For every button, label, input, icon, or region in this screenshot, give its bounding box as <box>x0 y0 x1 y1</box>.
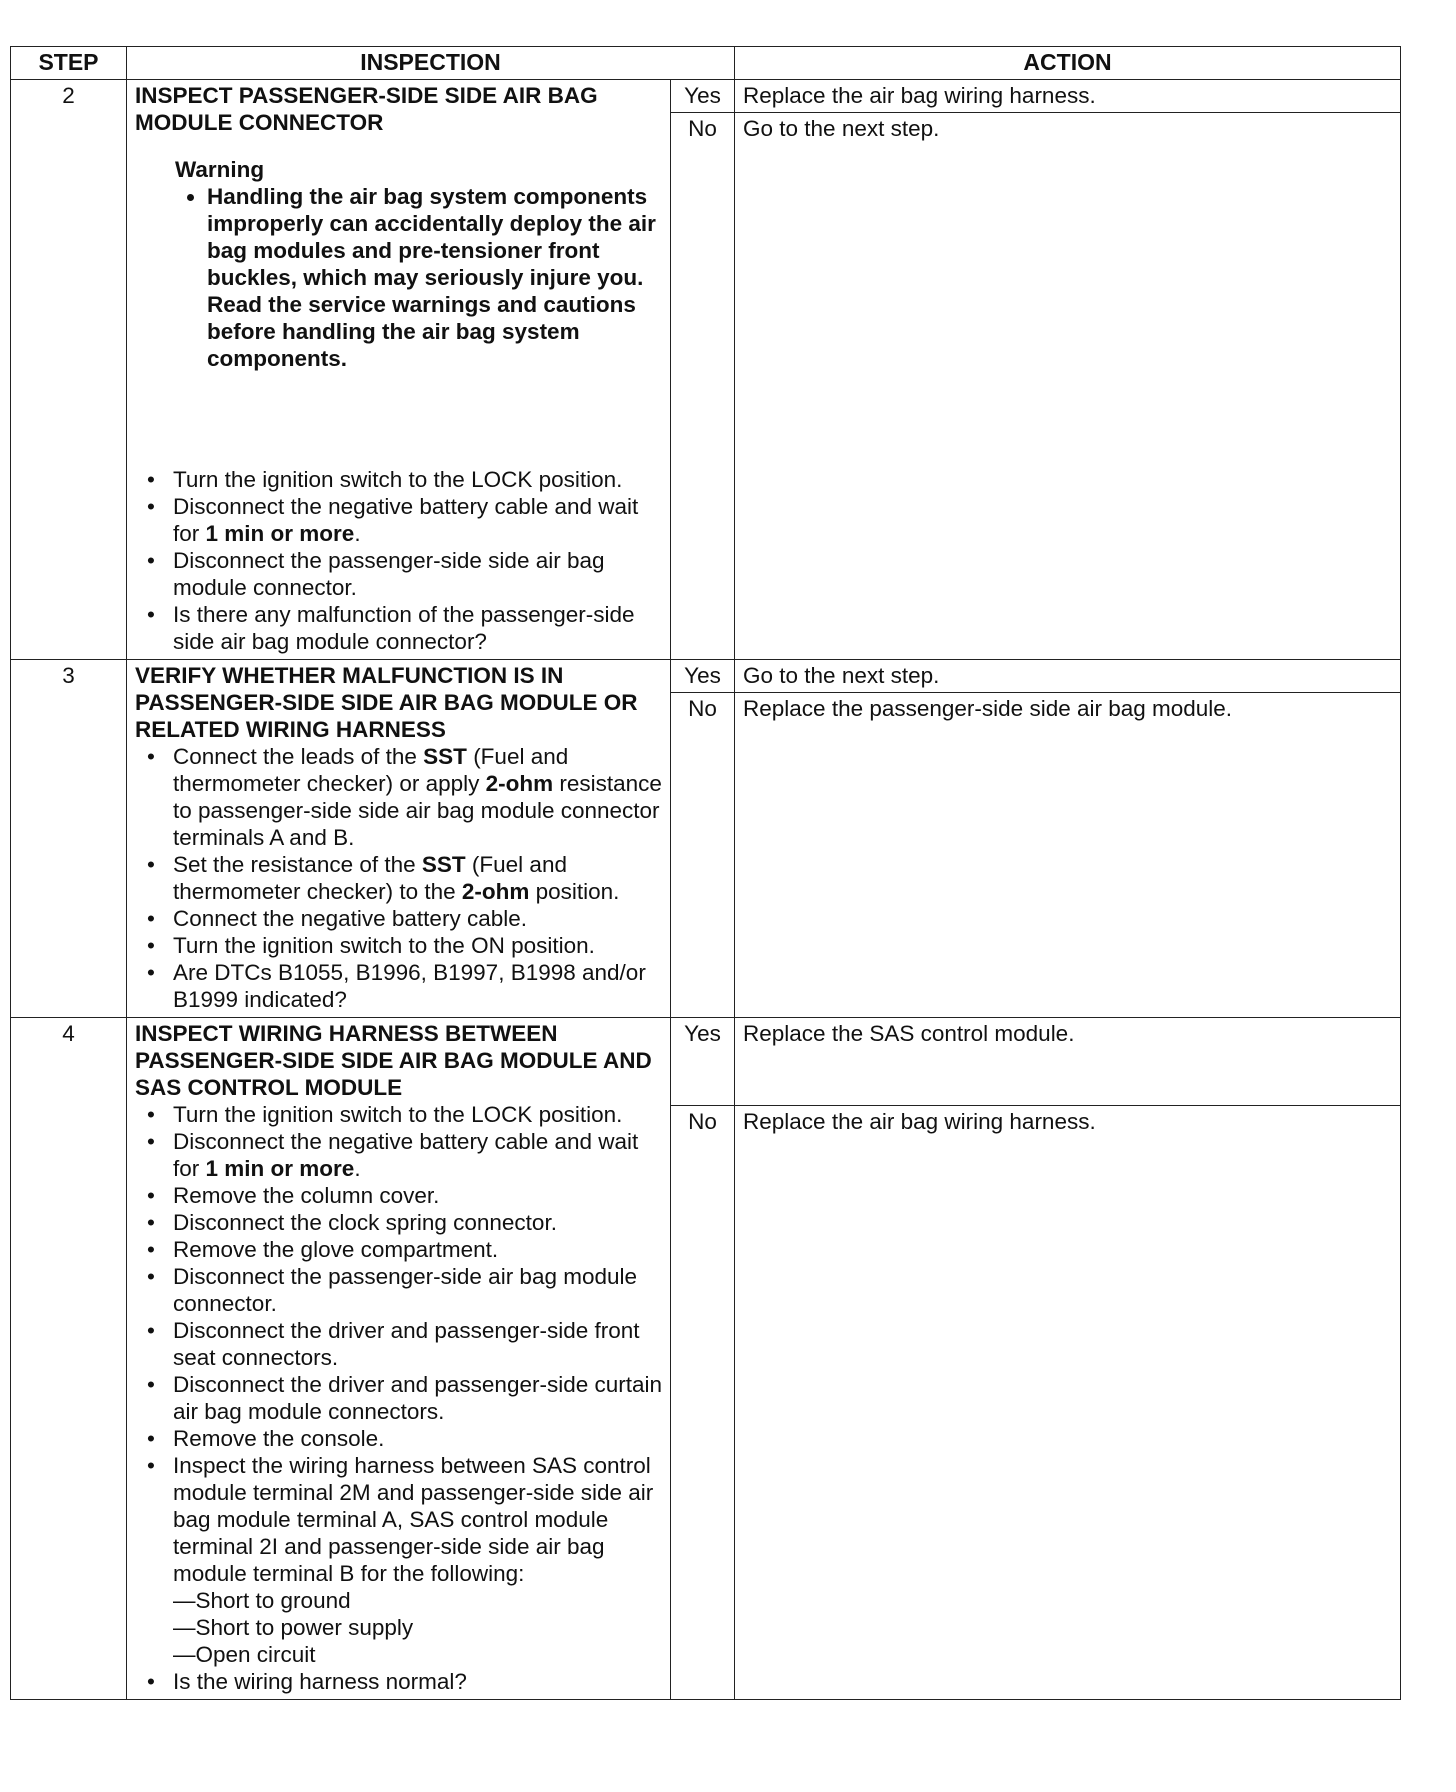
no-action: Go to the next step. <box>735 113 1401 660</box>
header-step: STEP <box>11 47 127 80</box>
sub-list-item: — Short to ground <box>173 1587 662 1614</box>
no-label: No <box>671 693 735 1018</box>
table-row <box>11 1018 1401 1106</box>
list-item: • Disconnect the negative battery cable and wait for 1 min or more. <box>173 1128 662 1182</box>
list-item: • Disconnect the negative battery cable and wait for 1 min or more. <box>173 493 662 547</box>
table-row <box>11 660 1401 693</box>
list-item: • Inspect the wiring harness between SAS control module terminal 2M and passenger-side side air bag module terminal A, SAS control module terminal 2I and passenger-side side air bag module terminal B for the following: — Short to ground — Short to power supply — Open circuit <box>173 1452 662 1668</box>
inspection-list <box>135 466 662 655</box>
warning-label: Warning <box>175 157 265 182</box>
table-row <box>11 80 1401 113</box>
inspection-table <box>10 46 1401 1700</box>
yes-action: Replace the air bag wiring harness. <box>735 80 1401 113</box>
list-item: • Disconnect the clock spring connector. <box>173 1209 662 1236</box>
list-item: • Remove the column cover. <box>173 1182 662 1209</box>
sub-list <box>173 1587 662 1668</box>
list-item: • Set the resistance of the SST (Fuel and thermometer checker) to the 2-ohm position. <box>173 851 662 905</box>
warning-block <box>175 156 662 372</box>
list-item: • Turn the ignition switch to the ON position. <box>173 932 662 959</box>
step-number: 3 <box>11 660 127 1018</box>
no-action: Replace the air bag wiring harness. <box>735 1106 1401 1700</box>
step-title: INSPECT WIRING HARNESS BETWEEN PASSENGER-SIDE SIDE AIR BAG MODULE AND SAS CONTROL MODULE <box>135 1021 652 1100</box>
inspection-list <box>135 1101 662 1695</box>
list-item: • Connect the negative battery cable. <box>173 905 662 932</box>
inspection-cell <box>127 1018 671 1700</box>
yes-action: Go to the next step. <box>735 660 1401 693</box>
list-item: • Is the wiring harness normal? <box>173 1668 662 1695</box>
list-item: • Remove the console. <box>173 1425 662 1452</box>
header-action: ACTION <box>735 47 1401 80</box>
list-item: • Turn the ignition switch to the LOCK position. <box>173 1101 662 1128</box>
list-item: • Remove the glove compartment. <box>173 1236 662 1263</box>
step-number: 2 <box>11 80 127 660</box>
no-label: No <box>671 113 735 660</box>
sub-list-item: — Open circuit <box>173 1641 662 1668</box>
yes-action: Replace the SAS control module. <box>735 1018 1401 1106</box>
step-title: INSPECT PASSENGER-SIDE SIDE AIR BAG MODULE CONNECTOR <box>135 83 598 135</box>
inspection-cell <box>127 80 671 660</box>
list-item: • Disconnect the driver and passenger-side curtain air bag module connectors. <box>173 1371 662 1425</box>
no-label: No <box>671 1106 735 1700</box>
yes-label: Yes <box>671 1018 735 1106</box>
list-item: • Are DTCs B1055, B1996, B1997, B1998 and/or B1999 indicated? <box>173 959 662 1013</box>
sub-list-item: — Short to power supply <box>173 1614 662 1641</box>
list-item: • Disconnect the driver and passenger-side front seat connectors. <box>173 1317 662 1371</box>
no-action: Replace the passenger-side side air bag module. <box>735 693 1401 1018</box>
list-item: • Connect the leads of the SST (Fuel and thermometer checker) or apply 2-ohm resistance to passenger-side side air bag module connector terminals A and B. <box>173 743 662 851</box>
list-item: • Is there any malfunction of the passenger-side side air bag module connector? <box>173 601 662 655</box>
yes-label: Yes <box>671 660 735 693</box>
inspection-cell <box>127 660 671 1018</box>
step-number: 4 <box>11 1018 127 1700</box>
warning-text: • Handling the air bag system components improperly can accidentally deploy the air bag modules and pre-tensioner front buckles, which may seriously injure you. Read the service warnings and cautions before handling the air bag system components. <box>207 183 662 372</box>
header-inspection: INSPECTION <box>127 47 735 80</box>
list-item: • Disconnect the passenger-side side air bag module connector. <box>173 547 662 601</box>
yes-label: Yes <box>671 80 735 113</box>
list-item: • Disconnect the passenger-side air bag module connector. <box>173 1263 662 1317</box>
step-title: VERIFY WHETHER MALFUNCTION IS IN PASSENGER-SIDE SIDE AIR BAG MODULE OR RELATED WIRING HARNESS <box>135 663 638 742</box>
inspection-list <box>135 743 662 1013</box>
list-item: • Turn the ignition switch to the LOCK position. <box>173 466 662 493</box>
table-header-row <box>11 47 1401 80</box>
